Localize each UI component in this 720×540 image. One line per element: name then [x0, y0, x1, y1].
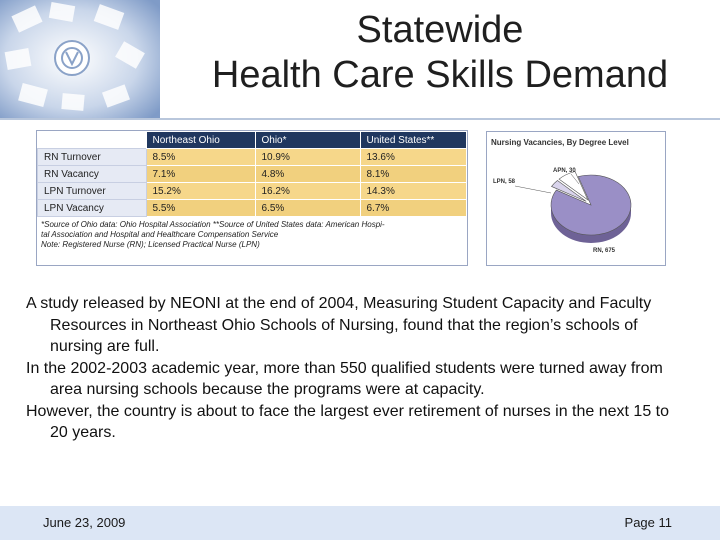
- table-cell: 16.2%: [255, 183, 360, 200]
- nursing-vacancies-chart: [486, 131, 666, 266]
- pie-label-lpn: LPN, 58: [493, 179, 516, 185]
- nursing-stats-table: [37, 131, 467, 217]
- nursing-stats-table-panel: [36, 130, 468, 266]
- table-header-row: [38, 132, 467, 149]
- table-cell: 5.5%: [146, 200, 255, 217]
- pie-label-apn: APN, 30: [553, 168, 576, 174]
- footnote-2: tal Association and Hospital and Healthcare Compensation Service: [41, 230, 279, 239]
- corner-decoration: [0, 0, 160, 118]
- row-label: LPN Turnover: [38, 183, 147, 200]
- pie-chart-canvas: [487, 147, 665, 262]
- pie-label-rn: RN, 675: [593, 248, 616, 254]
- body-paragraph: In the 2002-2003 academic year, more than 550 qualified students were turned away from area nursing schools because the programs were at capacity.: [26, 359, 663, 398]
- table-cell: 13.6%: [360, 149, 467, 166]
- table-cell: 8.5%: [146, 149, 255, 166]
- row-label: RN Vacancy: [38, 166, 147, 183]
- footnote-1: *Source of Ohio data: Ohio Hospital Association **Source of United States data: American Hospi-: [41, 220, 385, 229]
- table-header-cell: United States**: [360, 132, 467, 149]
- footnote-3: Note: Registered Nurse (RN); Licensed Practical Nurse (LPN): [41, 240, 260, 249]
- table-row: [38, 166, 467, 183]
- table-cell: 15.2%: [146, 183, 255, 200]
- body-paragraph: A study released by NEONI at the end of 2004, Measuring Student Capacity and Faculty Resources in Northeast Ohio Schools of Nursing, found that the region’s schools of nursing are full.: [26, 295, 652, 355]
- table-cell: 7.1%: [146, 166, 255, 183]
- title-divider: [0, 118, 720, 120]
- body-paragraph: However, the country is about to face the largest ever retirement of nurses in the next 15 to 20 years.: [26, 402, 670, 441]
- table-row: [38, 149, 467, 166]
- body-text: [26, 293, 686, 444]
- pie-leader-line: [515, 186, 551, 193]
- table-cell: 6.7%: [360, 200, 467, 217]
- slide-footer: [0, 506, 720, 540]
- table-footnotes: [37, 217, 467, 250]
- table-header-cell: Northeast Ohio: [146, 132, 255, 149]
- footer-date: June 23, 2009: [43, 515, 126, 530]
- footer-page-number: Page 11: [624, 515, 672, 530]
- slide-title: [160, 8, 720, 98]
- table-cell: 6.5%: [255, 200, 360, 217]
- table-header-cell: Ohio*: [255, 132, 360, 149]
- table-row: [38, 200, 467, 217]
- table-cell: 14.3%: [360, 183, 467, 200]
- row-label: LPN Vacancy: [38, 200, 147, 217]
- table-cell: 4.8%: [255, 166, 360, 183]
- pie-slice-rn: [551, 175, 631, 235]
- table-row: [38, 183, 467, 200]
- chart-title: Nursing Vacancies, By Degree Level: [491, 138, 629, 147]
- title-line-2: Health Care Skills Demand: [211, 54, 669, 96]
- title-line-1: Statewide: [356, 9, 524, 51]
- row-label: RN Turnover: [38, 149, 147, 166]
- table-header-blank: [38, 132, 147, 149]
- table-cell: 10.9%: [255, 149, 360, 166]
- table-cell: 8.1%: [360, 166, 467, 183]
